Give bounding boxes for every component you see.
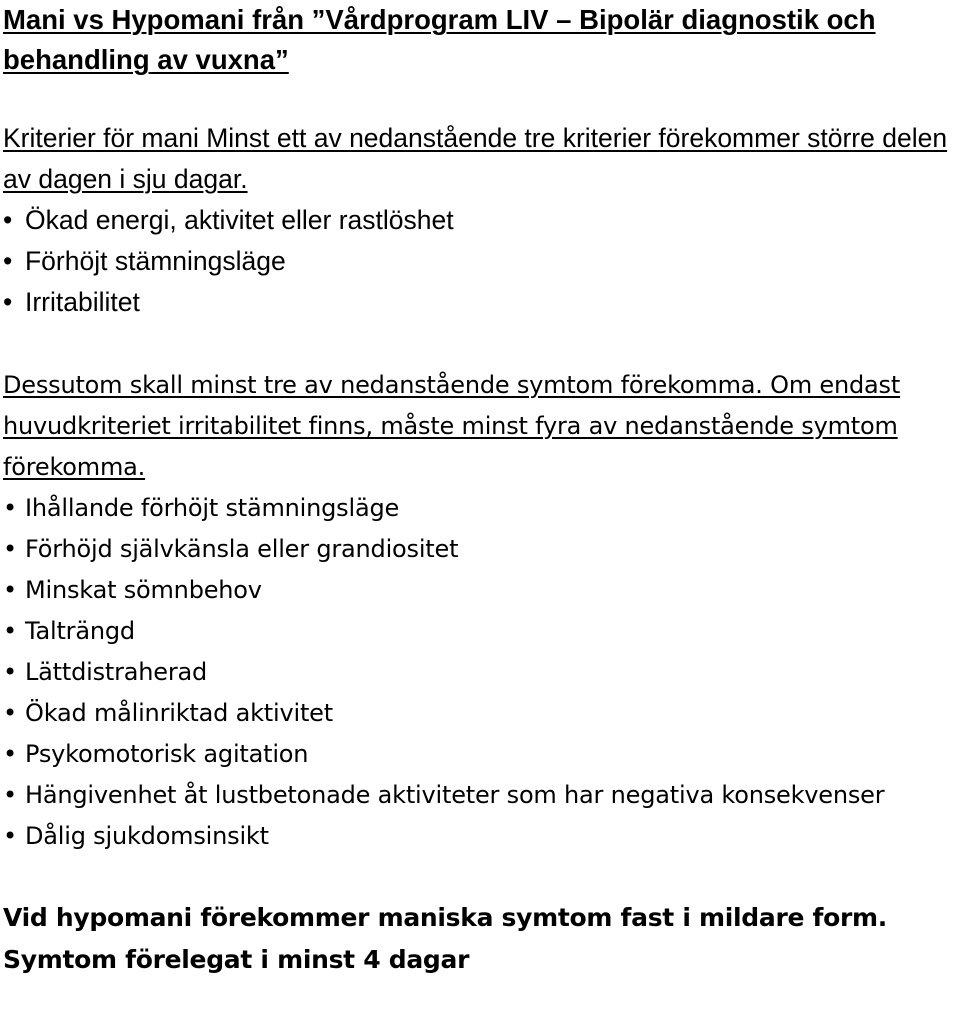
list-item-text: Dålig sjukdomsinsikt bbox=[25, 822, 269, 850]
list-item-text: Förhöjt stämningsläge bbox=[25, 246, 286, 276]
list-item-text: Ökad energi, aktivitet eller rastlöshet bbox=[25, 205, 454, 235]
list-item bbox=[3, 693, 955, 734]
hypomania-note bbox=[3, 897, 955, 981]
list-item-text: Minskat sömnbehov bbox=[25, 576, 262, 604]
list-item bbox=[3, 529, 955, 570]
list-item bbox=[3, 816, 955, 857]
list-item bbox=[3, 652, 955, 693]
list-item-text: Lättdistraherad bbox=[25, 658, 208, 686]
bullet-icon: • bbox=[3, 822, 17, 850]
list-item-text: Psykomotorisk agitation bbox=[25, 740, 309, 768]
additional-symptoms-list bbox=[3, 488, 955, 857]
bullet-icon: • bbox=[3, 494, 17, 522]
list-item bbox=[3, 570, 955, 611]
document-title: Mani vs Hypomani från ”Vårdprogram LIV – Bipolär diagnostik och behandling av vuxna” bbox=[3, 4, 876, 75]
list-item-text: Ihållande förhöjt stämningsläge bbox=[25, 494, 400, 522]
document bbox=[3, 0, 955, 981]
bullet-icon: • bbox=[3, 740, 17, 768]
mania-criteria-list bbox=[3, 200, 955, 323]
hypomania-line-2: Symtom förelegat i minst 4 dagar bbox=[3, 945, 470, 974]
additional-symptoms-intro-text: Dessutom skall minst tre av nedanstående symtom förekomma. Om endast huvudkriteriet irritabilitet finns, måste minst fyra av nedanstående symtom förekomma. bbox=[3, 371, 901, 481]
bullet-icon: • bbox=[3, 535, 17, 563]
list-item-text: Talträngd bbox=[25, 617, 135, 645]
bullet-icon: • bbox=[3, 205, 13, 235]
bullet-icon: • bbox=[3, 287, 13, 317]
list-item bbox=[3, 488, 955, 529]
additional-symptoms-intro bbox=[3, 365, 955, 488]
bullet-icon: • bbox=[3, 699, 17, 727]
list-item-text: Förhöjd självkänsla eller grandiositet bbox=[25, 535, 459, 563]
mania-criteria-intro-text: Kriterier för mani Minst ett av nedanstående tre kriterier förekommer större delen av dagen i sju dagar. bbox=[3, 123, 948, 194]
hypomania-line-1: Vid hypomani förekommer maniska symtom fast i mildare form. bbox=[3, 903, 887, 932]
list-item-text: Irritabilitet bbox=[25, 287, 140, 317]
bullet-icon: • bbox=[3, 658, 17, 686]
list-item-text: Hängivenhet åt lustbetonade aktiviteter som har negativa konsekvenser bbox=[25, 781, 885, 809]
bullet-icon: • bbox=[3, 617, 17, 645]
list-item bbox=[3, 611, 955, 652]
bullet-icon: • bbox=[3, 246, 13, 276]
list-item bbox=[3, 200, 955, 241]
list-item bbox=[3, 775, 955, 816]
list-item-text: Ökad målinriktad aktivitet bbox=[25, 699, 333, 727]
list-item bbox=[3, 282, 955, 323]
mania-criteria-intro bbox=[3, 118, 955, 200]
list-item bbox=[3, 734, 955, 775]
list-item bbox=[3, 241, 955, 282]
bullet-icon: • bbox=[3, 781, 17, 809]
bullet-icon: • bbox=[3, 576, 17, 604]
